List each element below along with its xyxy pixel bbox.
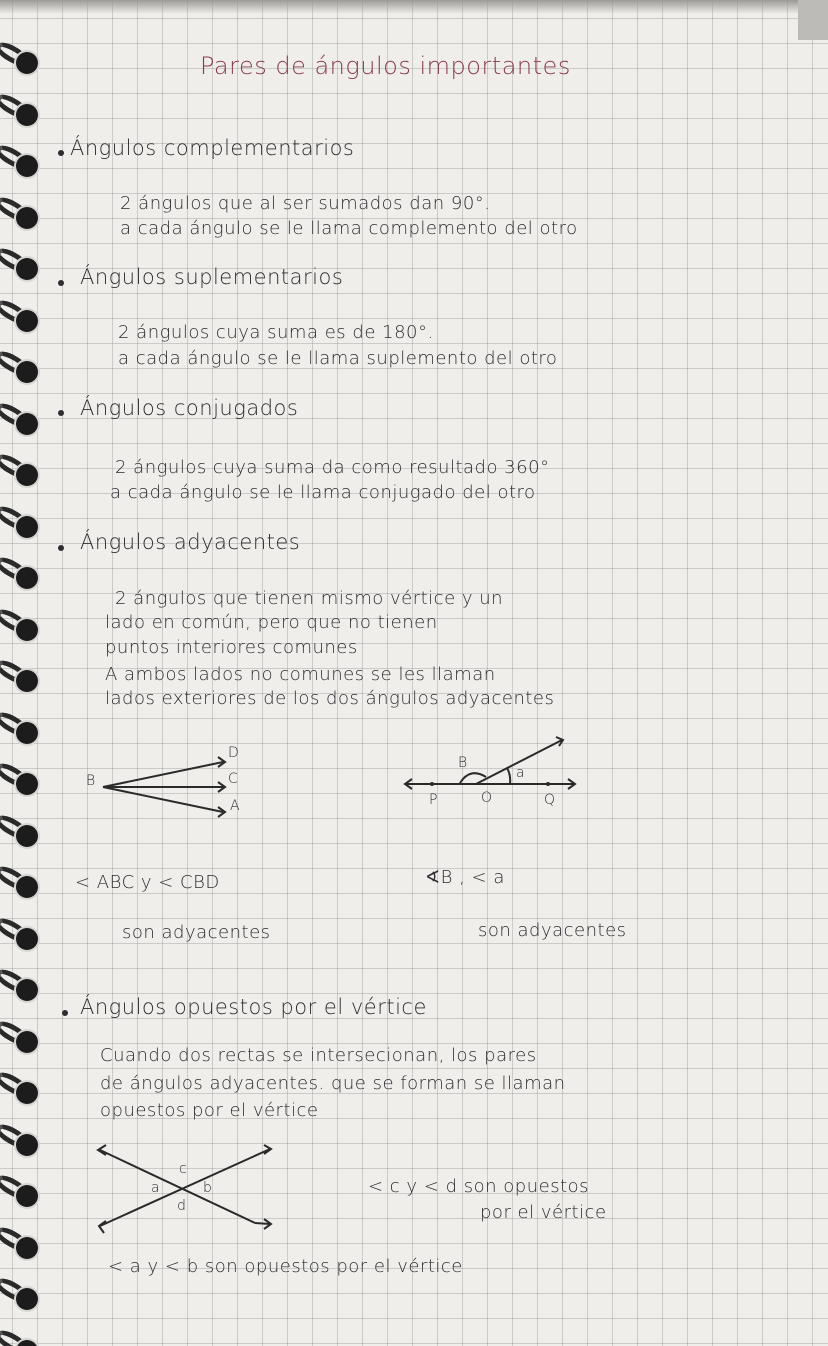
point-label-p: P xyxy=(429,792,438,808)
ring-hole xyxy=(16,979,38,1001)
point-label-c: C xyxy=(228,771,239,787)
caption-son-adyacentes-left: son adyacentes xyxy=(122,922,271,943)
caption-son-adyacentes-right: son adyacentes xyxy=(478,920,627,941)
spiral-ring xyxy=(0,866,46,900)
section-line: a cada ángulo se le llama conjugado del otro xyxy=(110,482,536,503)
page-top-shadow xyxy=(0,0,828,14)
ring-hole xyxy=(16,876,38,898)
spiral-ring xyxy=(0,1278,46,1312)
section-line: lados exteriores de los dos ángulos adyacentes xyxy=(105,688,555,709)
note-a-b: < a y < b son opuestos por el vértice xyxy=(108,1256,463,1277)
section-line: lado en común, pero que no tienen xyxy=(105,612,438,633)
spiral-ring xyxy=(0,454,46,488)
angle-label-b: b xyxy=(203,1180,213,1196)
vertical-angles-diagram xyxy=(80,1135,300,1245)
bullet-dot xyxy=(62,1010,68,1016)
spiral-ring xyxy=(0,42,46,76)
spiral-ring xyxy=(0,969,46,1003)
spiral-ring xyxy=(0,351,46,385)
spiral-ring xyxy=(0,145,46,179)
ring-hole xyxy=(16,310,38,332)
section-line: a cada ángulo se le llama complemento del otro xyxy=(120,218,578,239)
angle-label-a: a xyxy=(516,765,526,781)
section-heading-adyacentes: Ángulos adyacentes xyxy=(80,530,301,554)
page-corner xyxy=(798,0,828,40)
section-heading-opuestos: Ángulos opuestos por el vértice xyxy=(80,995,427,1019)
section-heading-complementarios: Ángulos complementarios xyxy=(70,136,355,160)
ring-hole xyxy=(16,1185,38,1207)
ring-hole xyxy=(16,670,38,692)
note-c-d: < c y < d son opuestos xyxy=(368,1176,590,1197)
angle-label-b: B xyxy=(458,755,468,771)
ring-hole xyxy=(16,1237,38,1259)
spiral-ring xyxy=(0,1021,46,1055)
spiral-ring xyxy=(0,300,46,334)
section-line: de ángulos adyacentes. que se forman se llaman xyxy=(100,1073,566,1094)
spiral-ring xyxy=(0,1072,46,1106)
spiral-binding xyxy=(0,0,50,1346)
spiral-ring xyxy=(0,712,46,746)
ring-hole xyxy=(16,928,38,950)
section-line: 2 ángulos cuya suma es de 180°. xyxy=(118,322,434,343)
ring-hole xyxy=(16,619,38,641)
spiral-ring xyxy=(0,609,46,643)
spiral-ring xyxy=(0,403,46,437)
note-por-el-vertice: por el vértice xyxy=(480,1202,607,1223)
caption-abc-cbd: < ABC y < CBD xyxy=(75,872,220,893)
section-heading-conjugados: Ángulos conjugados xyxy=(80,396,299,420)
section-line: A ambos lados no comunes se les llaman xyxy=(105,664,496,685)
ring-hole xyxy=(16,207,38,229)
bullet-dot xyxy=(58,150,64,156)
adjacent-angles-diagram-abc xyxy=(70,730,310,830)
spiral-ring xyxy=(0,1124,46,1158)
spiral-ring xyxy=(0,197,46,231)
section-line: puntos interiores comunes xyxy=(105,637,358,658)
spiral-ring xyxy=(0,506,46,540)
bullet-dot xyxy=(58,410,64,416)
ring-hole xyxy=(16,1134,38,1156)
point-label-d: D xyxy=(228,745,240,761)
section-line: opuestos por el vértice xyxy=(100,1100,319,1121)
section-heading-suplementarios: Ángulos suplementarios xyxy=(80,265,344,289)
bullet-dot xyxy=(58,545,64,551)
ring-hole xyxy=(16,1288,38,1310)
ring-hole xyxy=(16,464,38,486)
spiral-ring xyxy=(0,763,46,797)
ring-hole xyxy=(16,1082,38,1104)
ring-hole xyxy=(16,413,38,435)
bullet-dot xyxy=(58,280,64,286)
spiral-ring xyxy=(0,1330,46,1346)
spiral-ring xyxy=(0,557,46,591)
spiral-ring xyxy=(0,815,46,849)
ring-hole xyxy=(16,104,38,126)
spiral-ring xyxy=(0,94,46,128)
section-line: 2 ángulos que al ser sumados dan 90°. xyxy=(120,193,491,214)
spiral-ring xyxy=(0,660,46,694)
section-line: 2 ángulos cuya suma da como resultado 360° xyxy=(115,457,550,478)
spiral-ring xyxy=(0,248,46,282)
angle-label-d: d xyxy=(177,1198,187,1214)
ring-hole xyxy=(16,567,38,589)
ring-hole xyxy=(16,516,38,538)
ring-hole xyxy=(16,1031,38,1053)
caption-b-a: ∢B , < a xyxy=(425,867,505,888)
point-label-b: B xyxy=(86,773,96,789)
ring-hole xyxy=(16,825,38,847)
ring-hole xyxy=(16,155,38,177)
ring-hole xyxy=(16,52,38,74)
spiral-ring xyxy=(0,1175,46,1209)
angle-label-c: c xyxy=(179,1161,188,1177)
spiral-ring xyxy=(0,918,46,952)
section-line: Cuando dos rectas se intersecionan, los pares xyxy=(100,1045,537,1066)
section-line: a cada ángulo se le llama suplemento del otro xyxy=(118,348,558,369)
spiral-ring xyxy=(0,1227,46,1261)
ring-hole xyxy=(16,361,38,383)
ring-hole xyxy=(16,722,38,744)
point-label-a: A xyxy=(230,798,241,814)
ring-hole xyxy=(16,258,38,280)
point-label-q: Q xyxy=(544,792,556,808)
section-line: 2 ángulos que tienen mismo vértice y un xyxy=(115,588,504,609)
page-title: Pares de ángulos importantes xyxy=(200,52,571,80)
point-label-o: O xyxy=(481,790,493,806)
angle-label-a: a xyxy=(151,1180,161,1196)
ring-hole xyxy=(16,773,38,795)
